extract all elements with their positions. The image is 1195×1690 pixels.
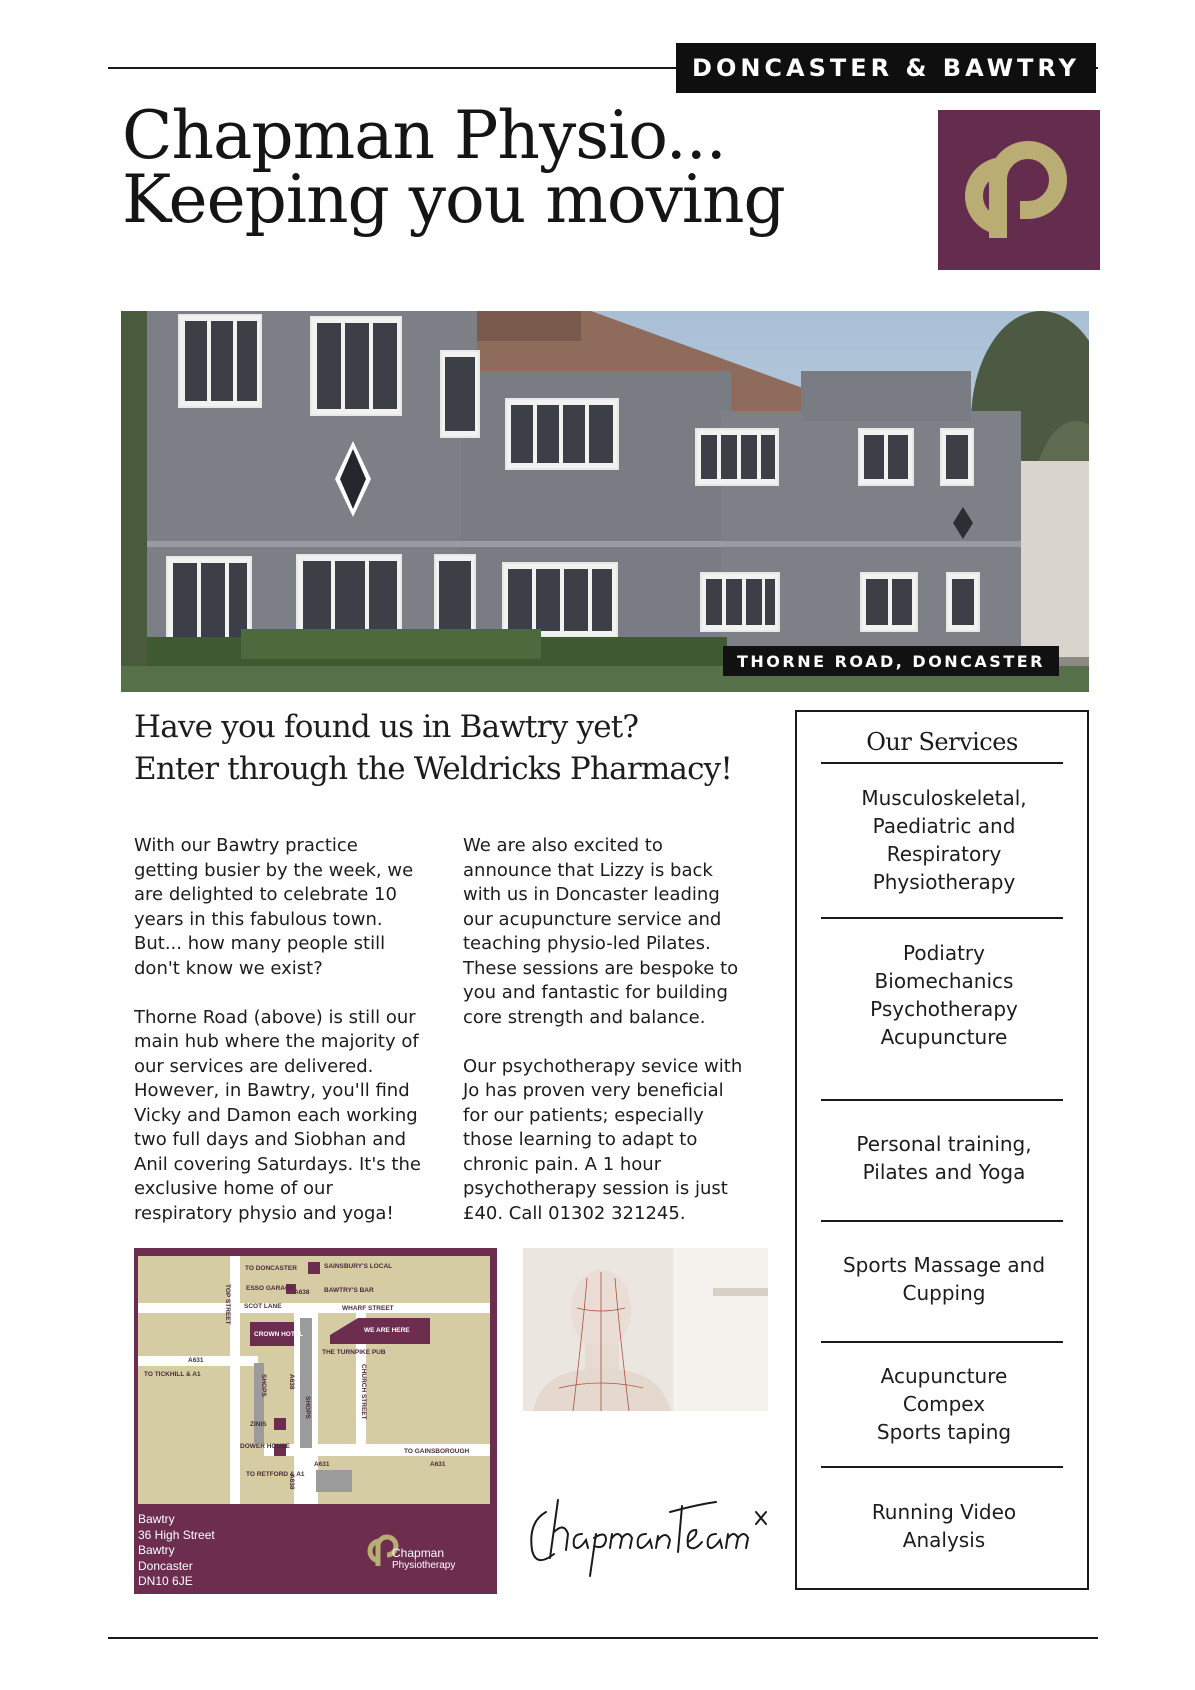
location-map xyxy=(134,1248,497,1594)
map-label: TO RETFORD & A1 xyxy=(246,1471,305,1478)
service-item: Podiatry Biomechanics Psychotherapy Acupuncture xyxy=(870,941,1018,1049)
map-label: SCOT LANE xyxy=(244,1303,282,1310)
article-column-right xyxy=(463,834,773,1251)
map-label: A631 xyxy=(430,1461,446,1468)
paragraph: Our psychotherapy sevice with Jo has proven very beneficial for our patients; especially those learning to adapt to chronic pain. A 1 hour psychotherapy session is just £40. Call 01302 321245. xyxy=(463,1055,743,1224)
services-divider xyxy=(821,1099,1063,1101)
subheading-line-2: Enter through the Weldricks Pharmacy! xyxy=(134,751,733,787)
subheading-line-1: Have you found us in Bawtry yet? xyxy=(134,709,639,745)
shop-icon xyxy=(308,1262,320,1274)
address-line: DN10 6JE xyxy=(138,1574,193,1588)
map-brand-name: Chapman xyxy=(392,1546,445,1560)
map-label: WHARF STREET xyxy=(342,1305,394,1312)
map-label: TO TICKHILL & A1 xyxy=(144,1371,201,1378)
practice-address xyxy=(138,1512,215,1590)
paragraph: With our Bawtry practice getting busier by the week, we are delighted to celebrate 10 years in this fabulous town. But... how many people still don't know we exist? xyxy=(134,835,414,979)
acupuncture-photo xyxy=(523,1248,768,1411)
article-column-left xyxy=(134,834,444,1251)
map-brand-sub: Physiotherapy xyxy=(392,1560,456,1571)
map-label: DOWER HOUSE xyxy=(240,1443,290,1450)
bottom-divider xyxy=(108,1637,1098,1639)
paragraph: We are also excited to announce that Lizzy is back with us in Doncaster leading our acupuncture service and teaching physio-led Pilates. These sessions are bespoke to you and fantastic for building core strength and balance. xyxy=(463,835,739,1028)
map-label: THE TURNPIKE PUB xyxy=(322,1349,386,1356)
map-label: BAWTRY'S BAR xyxy=(324,1287,374,1294)
services-divider xyxy=(821,917,1063,919)
signature-drawing xyxy=(520,1472,780,1582)
service-item: Acupuncture Compex Sports taping xyxy=(876,1364,1012,1444)
map-label: CHURCH STREET xyxy=(360,1364,367,1420)
service-item: Running Video Analysis xyxy=(871,1500,1017,1552)
headline-line-1: Chapman Physio... xyxy=(122,97,726,174)
map-label: A638 xyxy=(288,1474,295,1490)
photo-caption: THORNE ROAD, DONCASTER xyxy=(723,646,1059,676)
map-label: WE ARE HERE xyxy=(364,1327,410,1334)
map-label: ESSO GARAGE xyxy=(246,1285,295,1292)
map-label: TO DONCASTER xyxy=(245,1265,297,1272)
mannequin-illustration xyxy=(523,1248,768,1411)
paragraph: Thorne Road (above) is still our main hub where the majority of our services are delivered. However, in Bawtry, you'll find Vicky and Damon each working two full days and Siobhan and Anil covering Saturdays. It's the exclusive home of our respiratory physio and yoga! xyxy=(134,1006,421,1224)
services-divider xyxy=(821,1341,1063,1343)
page-title xyxy=(122,97,902,238)
map-label: TOP STREET xyxy=(224,1284,231,1325)
headline-line-2: Keeping you moving xyxy=(122,161,785,238)
services-divider xyxy=(821,762,1063,764)
restaurant-icon xyxy=(274,1418,286,1430)
map-label: A631 xyxy=(314,1461,330,1468)
address-line: 36 High Street xyxy=(138,1527,215,1542)
address-line: Bawtry xyxy=(138,1543,175,1557)
service-item: Musculoskeletal, Paediatric and Respiratory Physiotherapy xyxy=(861,786,1027,894)
brand-logo xyxy=(938,110,1100,270)
map-label: A638 xyxy=(288,1374,295,1390)
map-label: TO GAINSBOROUGH xyxy=(404,1448,470,1455)
services-panel xyxy=(795,710,1089,1590)
section-heading xyxy=(134,706,774,790)
map-label: CROWN HOTEL xyxy=(254,1331,304,1338)
service-item: Sports Massage and Cupping xyxy=(842,1253,1046,1305)
services-divider xyxy=(821,1220,1063,1222)
map-label: SHOPS xyxy=(304,1396,311,1419)
map-label: A631 xyxy=(188,1357,204,1364)
map-label: SHOPS xyxy=(260,1374,267,1397)
address-line: Bawtry xyxy=(138,1512,175,1526)
team-signature xyxy=(520,1472,780,1582)
services-title: Our Services xyxy=(866,728,1018,756)
service-item: Personal training, Pilates and Yoga xyxy=(856,1132,1032,1184)
map-label: A638 xyxy=(294,1289,310,1296)
cp-logo-icon xyxy=(938,110,1100,270)
location-tag: DONCASTER & BAWTRY xyxy=(676,43,1096,93)
services-divider xyxy=(821,1466,1063,1468)
map-label: ZINIS xyxy=(250,1421,267,1428)
map-label: SAINSBURY'S LOCAL xyxy=(324,1263,393,1270)
building-illustration xyxy=(121,311,1089,692)
address-line: Doncaster xyxy=(138,1558,193,1573)
building-photo xyxy=(121,311,1089,692)
